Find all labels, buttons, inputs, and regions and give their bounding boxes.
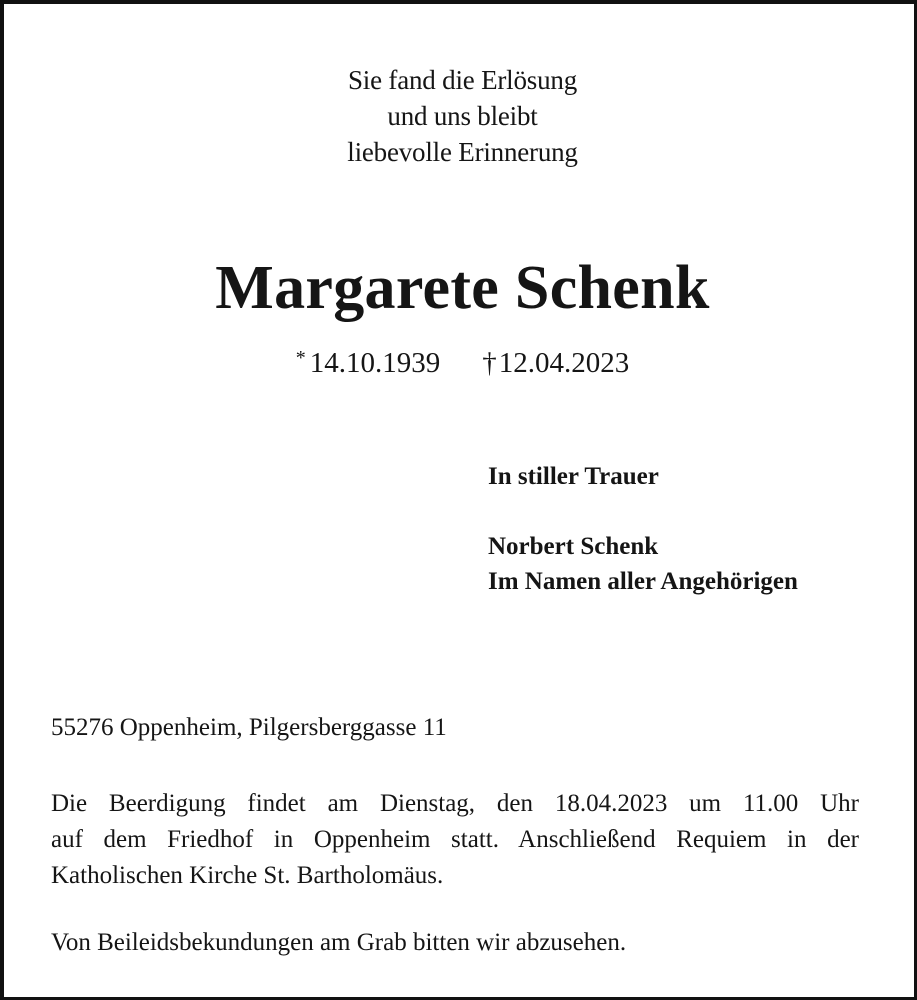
life-dates bbox=[4, 340, 917, 381]
funeral-line: Katholischen Kirche St. Bartholomäus. bbox=[51, 862, 444, 889]
birth-date-group bbox=[296, 347, 441, 379]
condolence-note: Von Beileidsbekundungen am Grab bitten wir abzusehen. bbox=[51, 929, 627, 956]
funeral-line: auf dem Friedhof in Oppenheim statt. Anschließend Requiem in der bbox=[51, 826, 859, 853]
birth-star-icon: * bbox=[295, 347, 306, 369]
deceased-name: Margarete Schenk bbox=[215, 254, 710, 322]
motto-line: liebevolle Erinnerung bbox=[347, 137, 578, 167]
funeral-details bbox=[51, 786, 859, 894]
on-behalf-line: Im Namen aller Angehörigen bbox=[488, 568, 798, 595]
birth-date: 14.10.1939 bbox=[309, 347, 441, 379]
death-cross-icon: † bbox=[482, 347, 497, 379]
signoff-heading: In stiller Trauer bbox=[488, 463, 659, 490]
death-date: 12.04.2023 bbox=[498, 347, 630, 379]
death-date-group bbox=[482, 347, 629, 379]
family-address: 55276 Oppenheim, Pilgersberggasse 11 bbox=[51, 714, 447, 741]
spacer bbox=[488, 494, 798, 529]
motto-line: Sie fand die Erlösung bbox=[347, 65, 577, 95]
mourners-signoff bbox=[488, 459, 798, 599]
mourner-name: Norbert Schenk bbox=[488, 533, 659, 560]
motto-verse bbox=[4, 62, 917, 170]
motto-line: und uns bleibt bbox=[387, 101, 538, 131]
funeral-line: Die Beerdigung findet am Dienstag, den 18.04.2023 um 11.00 Uhr bbox=[51, 790, 859, 817]
